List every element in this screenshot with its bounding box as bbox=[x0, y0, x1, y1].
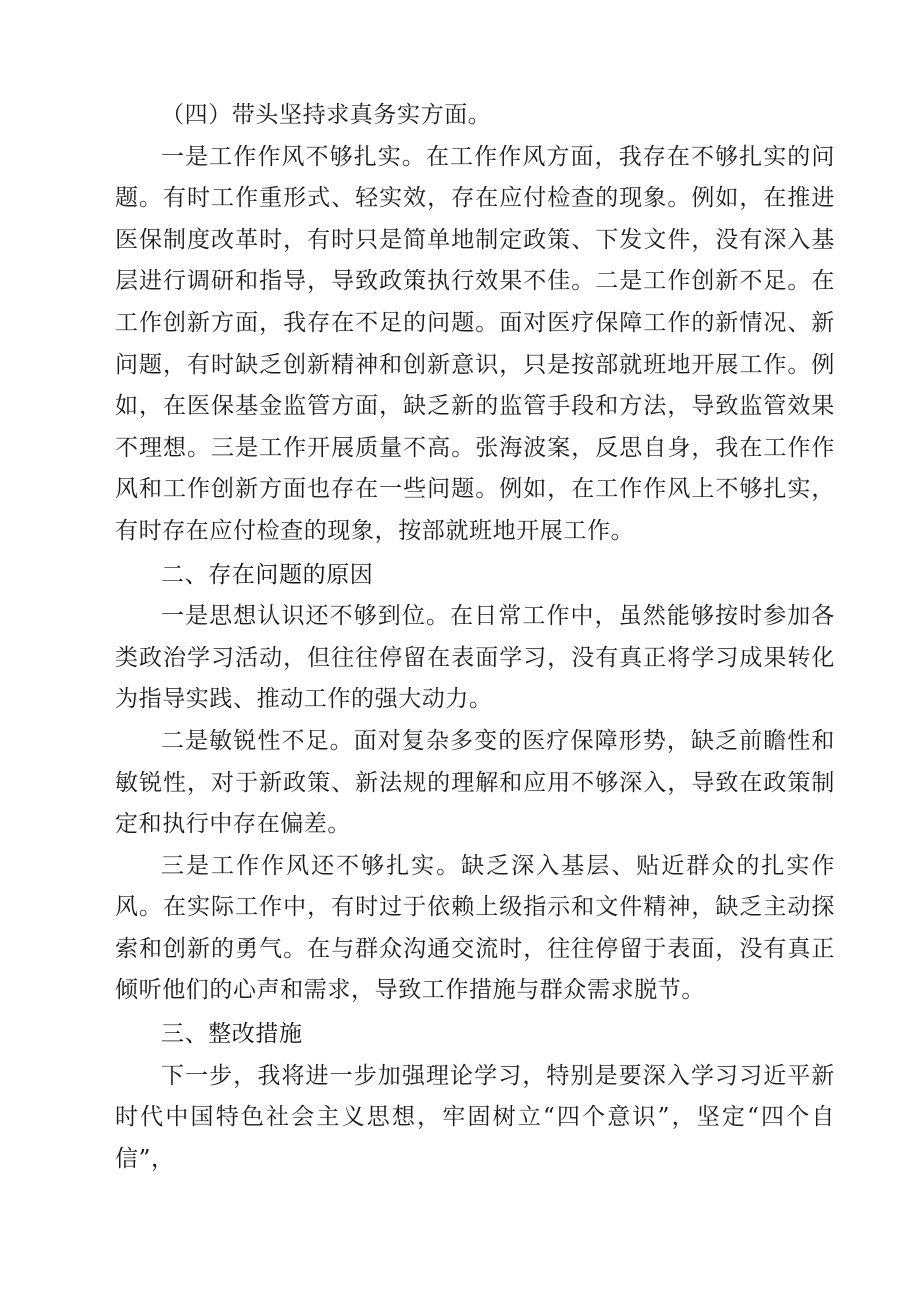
heading-measures: 三、整改措施 bbox=[161, 1021, 303, 1048]
section-four-body: 一是工作作风不够扎实。在工作作风方面，我存在不够扎实的问题。有时工作重形式、轻实效，存在应付检查的现象。例如，在推进医保制度改革时，有时只是简单地制定政策、下发文件，没有深入基层进行调研和指导，导致政策执行效果不佳。二是工作创新不足。在工作创新方面，我存在不足的问题。面对医疗保障工作的新情况、新问题，有时缺乏创新精神和创新意识，只是按部就班地开展工作。例如，在医保基金监管方面，缺乏新的监管手段和方法，导致监管效果不理想。三是工作开展质量不高。张海波案，反思自身，我在工作作风和工作创新方面也存在一些问题。例如，在工作作风上不够扎实，有时存在应付检查的现象，按部就班地开展工作。 bbox=[115, 143, 835, 544]
section-four-title: （四）带头坚持求真务实方面。 bbox=[161, 102, 492, 128]
document-body bbox=[115, 95, 835, 1180]
cause-three-paragraph: 三是工作作风还不够扎实。缺乏深入基层、贴近群众的扎实作风。在实际工作中，有时过于依赖上级指示和文件精神，缺乏主动探索和创新的勇气。在与群众沟通交流时，往往停留于表面，没有真正倾听他们的心声和需求，导致工作措施与群众需求脱节。 bbox=[115, 852, 835, 1004]
cause-two-paragraph: 二是敏锐性不足。面对复杂多变的医疗保障形势，缺乏前瞻性和敏锐性，对于新政策、新法规的理解和应用不够深入，导致在政策制定和执行中存在偏差。 bbox=[115, 727, 835, 838]
cause-one-paragraph: 一是思想认识还不够到位。在日常工作中，虽然能够按时参加各类政治学习活动，但往往停留在表面学习，没有真正将学习成果转化为指导实践、推动工作的强大动力。 bbox=[115, 603, 835, 713]
heading-causes: 二、存在问题的原因 bbox=[161, 561, 374, 588]
measures-intro-paragraph: 下一步，我将进一步加强理论学习，特别是要深入学习习近平新时代中国特色社会主义思想，牢固树立“四个意识”，坚定“四个自信”， bbox=[115, 1062, 835, 1172]
